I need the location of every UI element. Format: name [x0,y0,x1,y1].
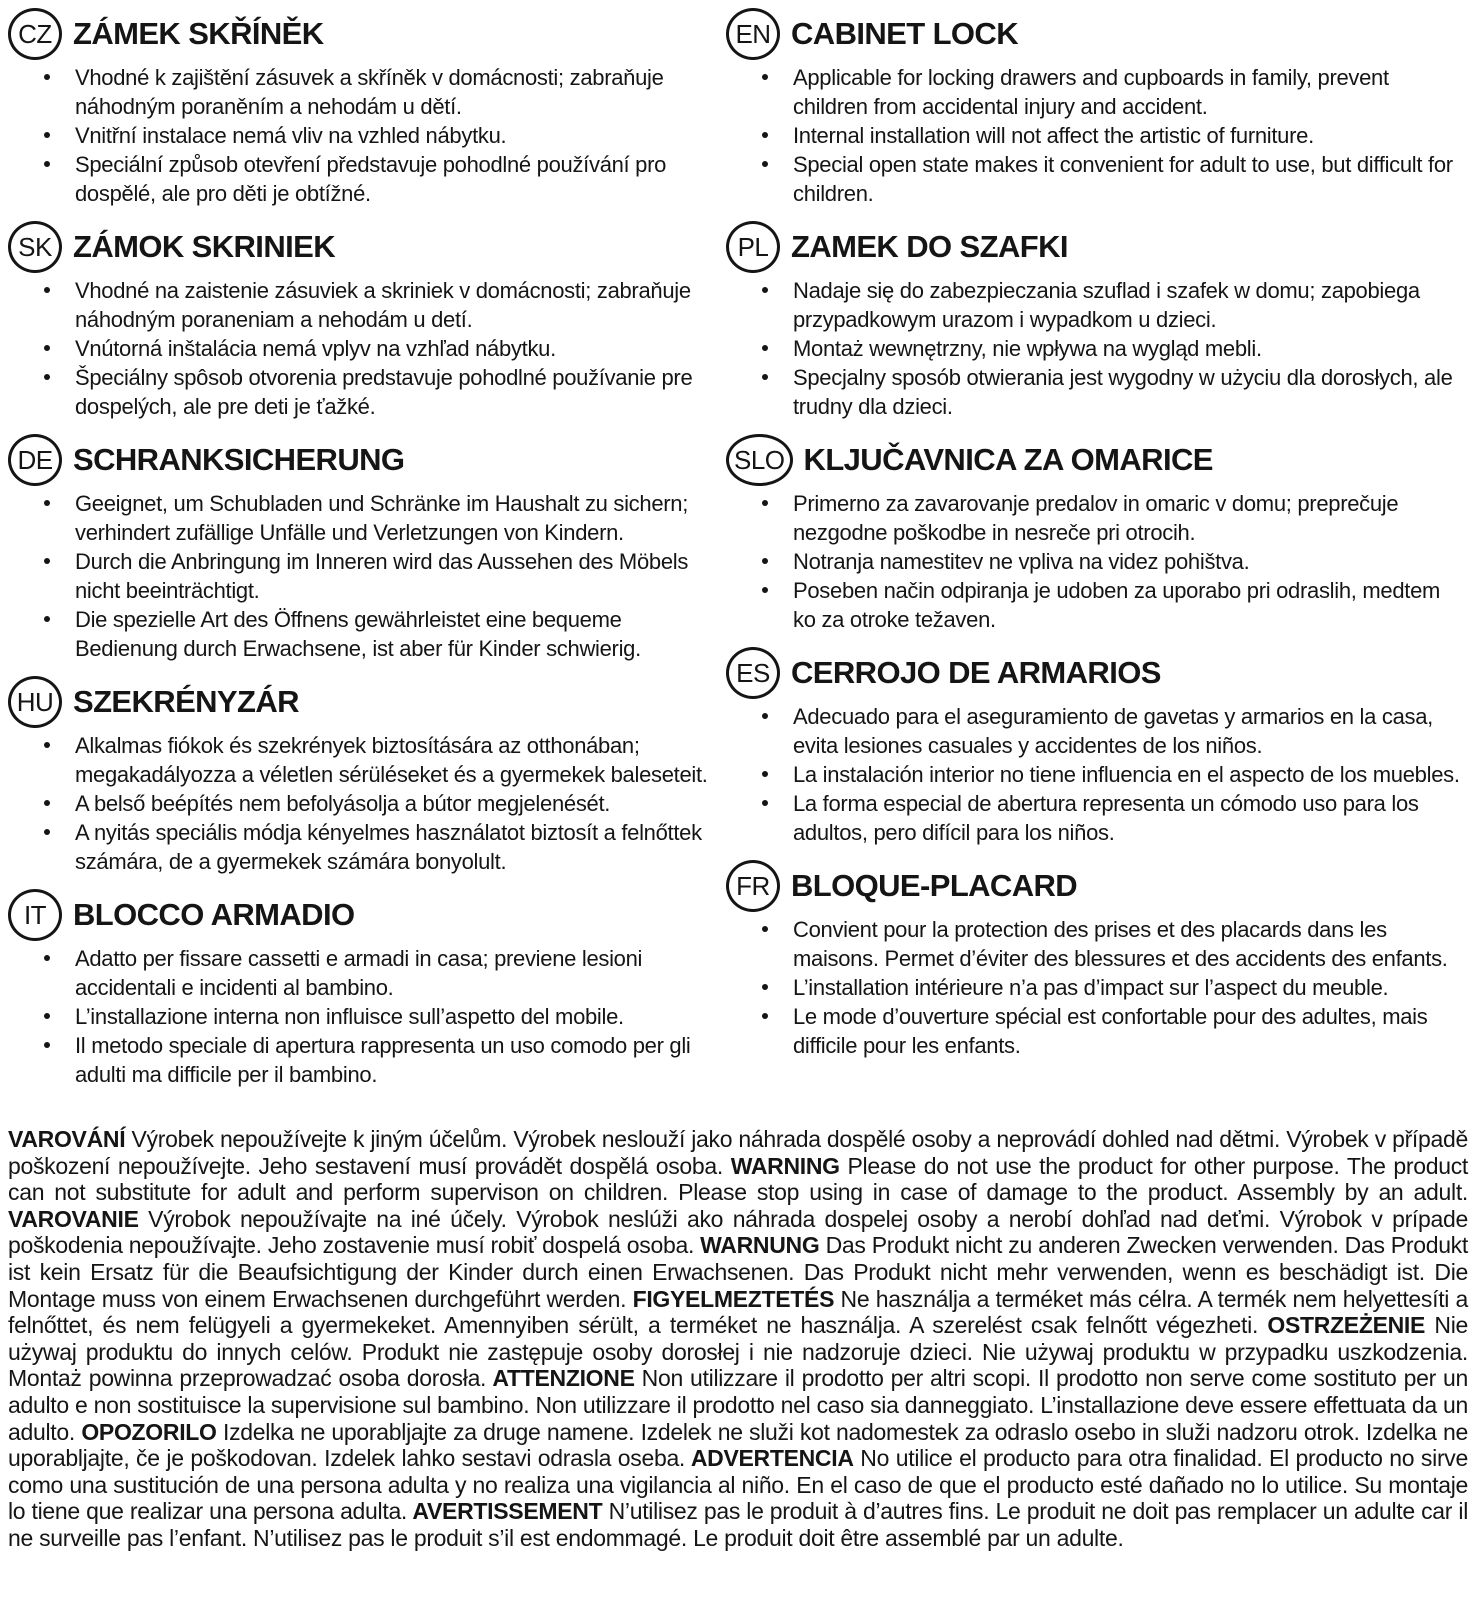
bullet-item: Notranja namestitev ne vpliva na videz pohištva. [726,547,1468,576]
warning-text: Das Produkt nicht zu anderen Zwecken verwenden. Das Produkt ist kein Ersatz für die Beaufsichtigung der Kinder durch einen Erwachsenen. Das Produkt nicht mehr verwenden, wenn es beschädigt ist. Die Montage muss von einem Erwachsenen durchgeführt werden. [8,1232,1468,1312]
warning-keyword: OPOZORILO [74,1418,217,1445]
bullet-list [726,915,1468,1060]
warning-paragraph [8,1126,1468,1552]
warning-keyword: WARNING [722,1152,840,1179]
warning-keyword: ATTENZIONE [486,1365,635,1392]
bullet-item: Nadaje się do zabezpieczania szuflad i szafek w domu; zapobiega przypadkowym urazom i wypadkom u dzieci. [726,276,1468,334]
bullet-item: Adatto per fissare cassetti e armadi in casa; previene lesioni accidentali e incidenti al bambino. [8,944,720,1002]
language-section-slo [726,434,1468,634]
language-section-sk [8,221,720,421]
section-title: ZÁMEK SKŘÍNĚK [73,16,324,51]
bullet-item: Špeciálny spôsob otvorenia predstavuje pohodlné používanie pre dospelých, ale pre deti je ťažké. [8,363,720,421]
warning-text: Výrobok nepoužívajte na iné účely. Výrobok neslúži ako náhrada dospelej osoby a nerobí dohľad nad deťmi. Výrobok v prípade poškodenia nepoužívajte. Jeho zostavenie musí robiť dospelá osoba. [8,1205,1468,1259]
language-code-badge: PL [726,221,780,273]
bullet-item: Vhodné na zaistenie zásuviek a skriniek v domácnosti; zabraňuje náhodným poraneniam a nehodám u detí. [8,276,720,334]
warning-text: Non utilizzare il prodotto per altri scopi. Il prodotto non serve come sostituto per un adulto e non sostituisce la supervisione sul bambino. Non utilizzare il prodotto nel caso sia danneggiato. L’installazione deve essere effettuata da un adulto. [8,1365,1468,1445]
language-section-cz [8,8,720,208]
bullet-item: La instalación interior no tiene influencia en el aspecto de los muebles. [726,760,1468,789]
bullet-item: Adecuado para el aseguramiento de gavetas y armarios en la casa, evita lesiones casuales y accidentes de los niños. [726,702,1468,760]
warning-keyword: VAROVÁNÍ [8,1126,126,1152]
bullet-item: Vhodné k zajištění zásuvek a skříněk v domácnosti; zabraňuje náhodným poraněním a nehodám u dětí. [8,63,720,121]
language-code-badge: SLO [726,434,793,486]
warning-text: Nie używaj produktu do innych celów. Produkt nie zastępuje osoby dorosłej i nie nadzoruje dzieci. Nie używaj produktu w przypadku uszkodzenia. Montaż powinna przeprowadzać osoba dorosła. [8,1312,1468,1392]
bullet-item: Geeignet, um Schubladen und Schränke im Haushalt zu sichern; verhindert zufällige Unfälle und Verletzungen von Kindern. [8,489,720,547]
language-section-hu [8,676,720,876]
section-title: BLOQUE-PLACARD [791,868,1078,903]
section-header [8,434,720,486]
warning-text: No utilice el producto para otra finalidad. El producto no sirve como una sustitución de una persona adulta y no realiza una vigilancia al niño. En el caso de que el producto esté dañado no lo utilice. Su montaje lo tiene que realizar una persona adulta. [8,1445,1468,1525]
language-code-badge: FR [726,860,780,912]
bullet-item: Montaż wewnętrzny, nie wpływa na wygląd mebli. [726,334,1468,363]
bullet-item: Alkalmas fiókok és szekrények biztosítására az otthonában; megakadályozza a véletlen sérüléseket és a gyermekek baleseteit. [8,731,720,789]
warning-keyword: ADVERTENCIA [685,1445,854,1472]
bullet-item: Specjalny sposób otwierania jest wygodny w użyciu dla dorosłych, ale trudny dla dzieci. [726,363,1468,421]
section-title: ZÁMOK SKRINIEK [73,229,335,264]
bullet-list [8,731,720,876]
language-code-badge: IT [8,889,62,941]
language-section-es [726,647,1468,847]
bullet-list [8,63,720,208]
warning-keyword: OSTRZEŻENIE [1258,1312,1426,1339]
bullet-item: Vnitřní instalace nemá vliv na vzhled nábytku. [8,121,720,150]
column-left [8,8,720,1102]
section-title: ZAMEK DO SZAFKI [791,229,1068,264]
bullet-list [8,944,720,1089]
bullet-item: Durch die Anbringung im Inneren wird das Aussehen des Möbels nicht beeinträchtigt. [8,547,720,605]
section-header [8,221,720,273]
warning-text: N’utilisez pas le produit à d’autres fins. Le produit ne doit pas remplacer un adulte car il ne surveille pas l’enfant. N’utilisez pas le produit s’il est endommagé. Le produit doit être assemblé par un adulte. [8,1498,1469,1551]
language-section-it [8,889,720,1089]
bullet-item: Poseben način odpiranja je udoben za uporabo pri odraslih, medtem ko za otroke težaven. [726,576,1468,634]
language-code-badge: HU [8,676,62,728]
bullet-item: Convient pour la protection des prises et des placards dans les maisons. Permet d’éviter des blessures et des accidents des enfants. [726,915,1468,973]
section-title: SCHRANKSICHERUNG [73,442,405,477]
warning-text: Ne használja a terméket más célra. A termék nem helyettesíti a felnőttet, és nem felügyeli a gyermekeket. Amennyiben sérült, a terméket ne használja. A szerelést csak felnőtt végezheti. [8,1285,1468,1339]
section-header [726,647,1468,699]
bullet-item: L’installazione interna non influisce sull’aspetto del mobile. [8,1002,720,1031]
language-code-badge: SK [8,221,62,273]
bullet-item: Special open state makes it convenient for adult to use, but difficult for children. [726,150,1468,208]
bullet-item: Die spezielle Art des Öffnens gewährleistet eine bequeme Bedienung durch Erwachsene, ist aber für Kinder schwierig. [8,605,720,663]
language-columns [8,8,1468,1102]
section-title: CERROJO DE ARMARIOS [791,655,1161,690]
section-header [8,676,720,728]
warning-keyword: AVERTISSEMENT [407,1498,603,1525]
bullet-item: Internal installation will not affect the artistic of furniture. [726,121,1468,150]
section-title: SZEKRÉNYZÁR [73,684,299,719]
section-header [726,860,1468,912]
bullet-list [726,63,1468,208]
section-header [726,434,1468,486]
language-code-badge: ES [726,647,780,699]
section-header [726,8,1468,60]
section-title: CABINET LOCK [791,16,1019,51]
warning-keyword: FIGYELMEZTETÉS [626,1285,835,1312]
bullet-list [726,702,1468,847]
language-code-badge: CZ [8,8,62,60]
language-code-badge: EN [726,8,780,60]
warning-keyword: WARNUNG [694,1232,820,1259]
bullet-list [726,276,1468,421]
language-section-de [8,434,720,663]
bullet-item: Vnútorná inštalácia nemá vplyv na vzhľad nábytku. [8,334,720,363]
bullet-list [726,489,1468,634]
bullet-list [8,276,720,421]
section-header [726,221,1468,273]
bullet-list [8,489,720,663]
language-section-fr [726,860,1468,1060]
bullet-item: A nyitás speciális módja kényelmes használatot biztosít a felnőttek számára, de a gyermekek számára bonyolult. [8,818,720,876]
section-header [8,889,720,941]
section-title: BLOCCO ARMADIO [73,897,355,932]
bullet-item: Speciální způsob otevření představuje pohodlné používání pro dospělé, ale pro děti je obtížné. [8,150,720,208]
warning-text: Výrobek nepoužívejte k jiným účelům. Výrobek neslouží jako náhrada dospělé osoby a neprovádí dohled nad dětmi. Výrobek v případě poškození nepoužívejte. Jeho sestavení musí provádět dospělá osoba. [8,1126,1468,1179]
bullet-item: L’installation intérieure n’a pas d’impact sur l’aspect du meuble. [726,973,1468,1002]
language-section-en [726,8,1468,208]
warning-text: Izdelka ne uporabljajte za druge namene. Izdelek ne služi kot nadomestek za odraslo osebo in služi nadzoru otrok. Izdelka ne uporabljajte, če je poškodovan. Izdelek lahko sestavi odrasla oseba. [8,1418,1469,1472]
section-header [8,8,720,60]
bullet-item: Applicable for locking drawers and cupboards in family, prevent children from accidental injury and accident. [726,63,1468,121]
warning-keyword: VAROVANIE [8,1205,139,1232]
bullet-item: Primerno za zavarovanje predalov in omaric v domu; preprečuje nezgodne poškodbe in nesreče pri otrocih. [726,489,1468,547]
bullet-item: Il metodo speciale di apertura rappresenta un uso comodo per gli adulti ma difficile per il bambino. [8,1031,720,1089]
bullet-item: A belső beépítés nem befolyásolja a bútor megjelenését. [8,789,720,818]
warning-text: Please do not use the product for other purpose. The product can not substitute for adult and perform supervison on children. Please stop using in case of damage to the product. Assembly by an adult. [8,1152,1468,1206]
language-section-pl [726,221,1468,421]
bullet-item: Le mode d’ouverture spécial est confortable pour des adultes, mais difficile pour les enfants. [726,1002,1468,1060]
language-code-badge: DE [8,434,62,486]
column-right [720,8,1468,1073]
section-title: KLJUČAVNICA ZA OMARICE [803,442,1213,477]
bullet-item: La forma especial de abertura representa un cómodo uso para los adultos, pero difícil para los niños. [726,789,1468,847]
